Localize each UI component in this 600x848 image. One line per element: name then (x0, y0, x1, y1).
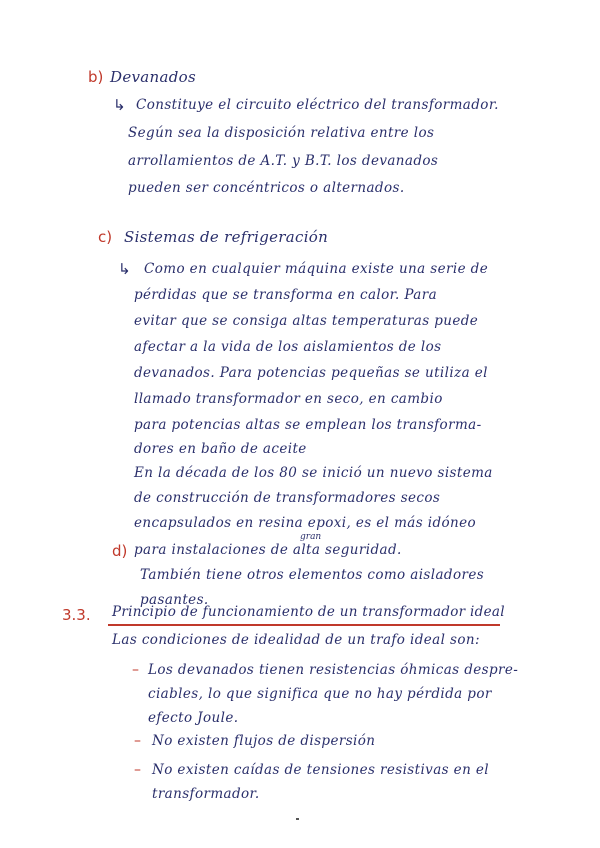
insert-word: gran (300, 532, 322, 542)
arrow-icon: ↳ (113, 96, 126, 114)
bullet-line: efecto Joule. (148, 710, 239, 726)
section-b-line: Según sea la disposición relativa entre los (128, 125, 435, 141)
bullet-line: No existen flujos de dispersión (152, 733, 376, 749)
section-number: 3.3. (62, 606, 91, 624)
section-c-line: evitar que se consiga altas temperaturas puede (134, 313, 479, 329)
section-c-line: para instalaciones de alta seguridad. (134, 542, 402, 558)
section-c-line: dores en baño de aceite (134, 441, 307, 457)
section-b-line: arrollamientos de A.T. y B.T. los devanados (128, 153, 439, 169)
bullet-line: No existen caídas de tensiones resistivas en el (152, 762, 489, 778)
section-c-line: En la década de los 80 se inició un nuevo sistema (134, 465, 493, 481)
section-d-line: También tiene otros elementos como aisladores (140, 567, 485, 583)
section-b-heading: Devanados (110, 68, 196, 86)
section-c-heading: Sistemas de refrigeración (124, 228, 329, 246)
section-c-line: devanados. Para potencias pequeñas se utiliza el (134, 365, 488, 381)
conditions-intro: Las condiciones de idealidad de un trafo ideal son: (112, 632, 480, 648)
section-heading: Principio de funcionamiento de un transformador ideal (112, 604, 505, 620)
bullet-dash: – (134, 733, 141, 749)
section-b-line: pueden ser concéntricos o alternados. (128, 180, 405, 196)
bullet-line: transformador. (152, 786, 260, 802)
section-c-line: llamado transformador en seco, en cambio (134, 391, 443, 407)
section-c-line: afectar a la vida de los aislamientos de los (134, 339, 442, 355)
section-c-line: de construcción de transformadores secos (134, 490, 441, 506)
section-c-line: para potencias altas se emplean los transforma- (134, 417, 482, 433)
heading-underline (108, 624, 500, 626)
page-dot (296, 818, 299, 820)
bullet-dash: – (134, 762, 141, 778)
section-c-line: pérdidas que se transforma en calor. Para (134, 287, 438, 303)
section-c-line: encapsulados en resina epoxi, es el más idóneo (134, 515, 477, 531)
section-c-line: Como en cualquier máquina existe una serie de (144, 261, 489, 277)
section-b-marker: b) (88, 68, 104, 86)
section-d-line: pasantes. (140, 592, 209, 608)
section-c-marker: c) (98, 228, 113, 246)
arrow-icon: ↳ (118, 260, 131, 278)
section-b-line: Constituye el circuito eléctrico del transformador. (136, 97, 499, 113)
bullet-line: ciables, lo que significa que no hay pérdida por (148, 686, 492, 702)
bullet-line: Los devanados tienen resistencias óhmicas despre- (148, 662, 519, 678)
section-d-marker: d) (112, 542, 128, 560)
bullet-dash: – (132, 662, 139, 678)
